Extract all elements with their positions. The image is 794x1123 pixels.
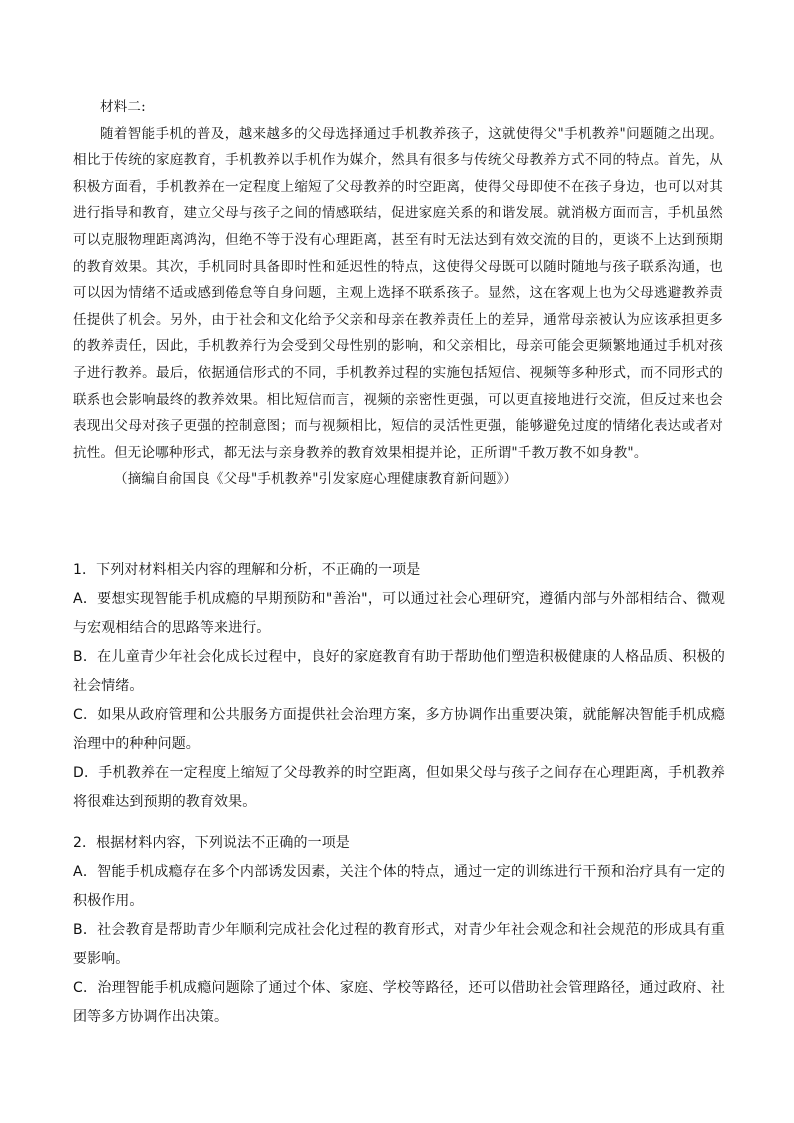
- question-1-option-a: A．要想实现智能手机成瘾的早期预防和"善治"，可以通过社会心理研究，遵循内部与外部相结合、微观与宏观相结合的思路等来进行。: [73, 591, 725, 636]
- question-1-option-b: B．在儿童青少年社会化成长过程中，良好的家庭教育有助于帮助他们塑造积极健康的人格品质、积极的社会情绪。: [73, 649, 725, 694]
- question-1-option-c: C．如果从政府管理和公共服务方面提供社会治理方案，多方协调作出重要决策，就能解决智能手机成瘾治理中的种种问题。: [73, 707, 725, 752]
- question-2-option-c: C．治理智能手机成瘾问题除了通过个体、家庭、学校等路径，还可以借助社会管理路径，通过政府、社团等多方协调作出决策。: [73, 980, 725, 1025]
- question-1-stem: 1．下列对材料相关内容的理解和分析，不正确的一项是: [73, 562, 421, 578]
- question-1-option-d: D．手机教养在一定程度上缩短了父母教养的时空距离，但如果父母与孩子之间存在心理距离，手机教养将很难达到预期的教育效果。: [73, 765, 725, 810]
- question-2-option-a: A．智能手机成瘾存在多个内部诱发因素，关注个体的特点，通过一定的训练进行干预和治疗具有一定的积极作用。: [73, 864, 725, 909]
- question-2: [73, 829, 725, 1032]
- reading-material: [73, 94, 723, 493]
- question-2-option-b: B．社会教育是帮助青少年顺利完成社会化过程的教育形式，对青少年社会观念和社会规范的形成具有重要影响。: [73, 922, 725, 967]
- material-source: （摘编自俞国良《父母"手机教养"引发家庭心理健康教育新问题》）: [114, 471, 518, 488]
- question-1: [73, 556, 725, 817]
- material-label: 材料二:: [100, 99, 146, 115]
- question-2-stem: 2．根据材料内容，下列说法不正确的一项是: [73, 835, 350, 851]
- material-body: 随着智能手机的普及，越来越多的父母选择通过手机教养孩子，这就使得父"手机教养"问题随之出现。相比于传统的家庭教育，手机教养以手机作为媒介，然具有很多与传统父母教养方式不同的特点。首先，从积极方面看，手机教养在一定程度上缩短了父母教养的时空距离，使得父母即使不在孩子身边，也可以对其进行指导和教育，建立父母与孩子之间的情感联结，促进家庭关系的和谐发展。就消极方面而言，手机虽然可以克服物理距离鸿沟，但绝不等于没有心理距离，甚至有时无法达到有效交流的目的，更谈不上达到预期的教育效果。其次，手机同时具备即时性和延迟性的特点，这使得父母既可以随时随地与孩子联系沟通，也可以因为情绪不适或感到倦怠等自身问题，主观上选择不联系孩子。显然，这在客观上也为父母逃避教养责任提供了机会。另外，由于社会和文化给予父亲和母亲在教养责任上的差异，通常母亲被认为应该承担更多的教养责任，因此，手机教养行为会受到父母性别的影响，和父亲相比，母亲可能会更频繁地通过手机对孩子进行教养。最后，依据通信形式的不同，手机教养过程的实施包括短信、视频等多种形式，而不同形式的联系也会影响最终的教养效果。相比短信而言，视频的亲密性更强，可以更直接地进行交流，但反过来也会表现出父母对孩子更强的控制意图；而与视频相比，短信的灵活性更强，能够避免过度的情绪化表达或者对抗性。但无论哪种形式，都无法与亲身教养的教育效果相提并论，正所谓"千教万教不如身教"。: [73, 125, 723, 461]
